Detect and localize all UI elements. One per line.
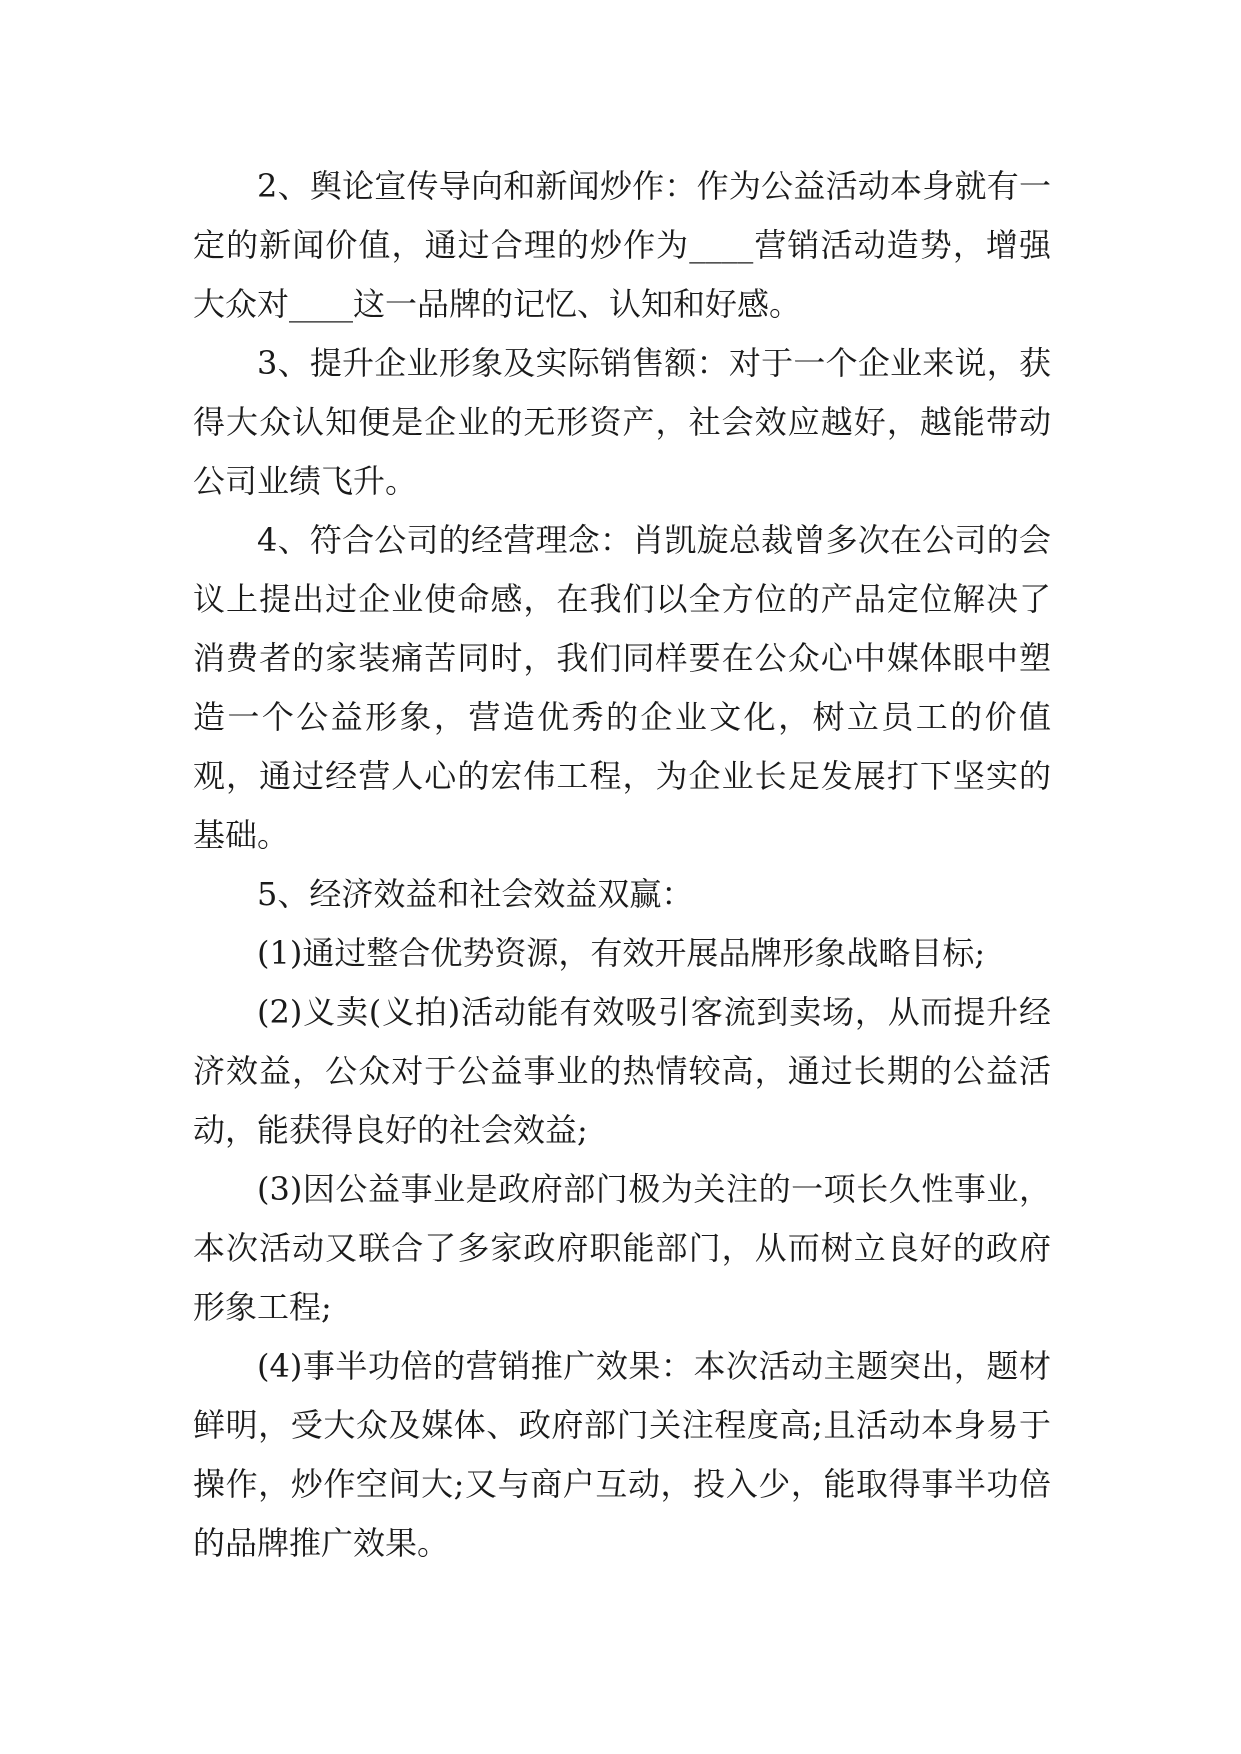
list-item-3: (3)因公益事业是政府部门极为关注的一项长久性事业，本次活动又联合了多家政府职能部门，从而树立良好的政府形象工程; [193,1170,1051,1326]
list-item-1: (1)通过整合优势资源，有效开展品牌形象战略目标; [257,934,986,972]
paragraph-public-opinion: 2、舆论宣传导向和新闻炒作：作为公益活动本身就有一定的新闻价值，通过合理的炒作为____营销活动造势，增强大众对____这一品牌的记忆、认知和好感。 [193,167,1051,323]
list-item-4: (4)事半功倍的营销推广效果：本次活动主题突出，题材鲜明，受大众及媒体、政府部门关注程度高;且活动本身易于操作，炒作空间大;又与商户互动，投入少，能取得事半功倍的品牌推广效果。 [193,1347,1051,1562]
paragraph-business-philosophy: 4、符合公司的经营理念：肖凯旋总裁曾多次在公司的会议上提出过企业使命感，在我们以全方位的产品定位解决了消费者的家装痛苦同时，我们同样要在公众心中媒体眼中塑造一个公益形象，营造优秀的企业文化，树立员工的价值观，通过经营人心的宏伟工程，为企业长足发展打下坚实的基础。 [193,521,1051,854]
paragraph-dual-benefits-heading: 5、经济效益和社会效益双赢： [257,875,694,913]
paragraph-corporate-image: 3、提升企业形象及实际销售额：对于一个企业来说，获得大众认知便是企业的无形资产，社会效应越好，越能带动公司业绩飞升。 [193,344,1051,500]
list-item-2: (2)义卖(义拍)活动能有效吸引客流到卖场，从而提升经济效益，公众对于公益事业的热情较高，通过长期的公益活动，能获得良好的社会效益; [193,993,1051,1149]
document-body [193,157,1051,1573]
